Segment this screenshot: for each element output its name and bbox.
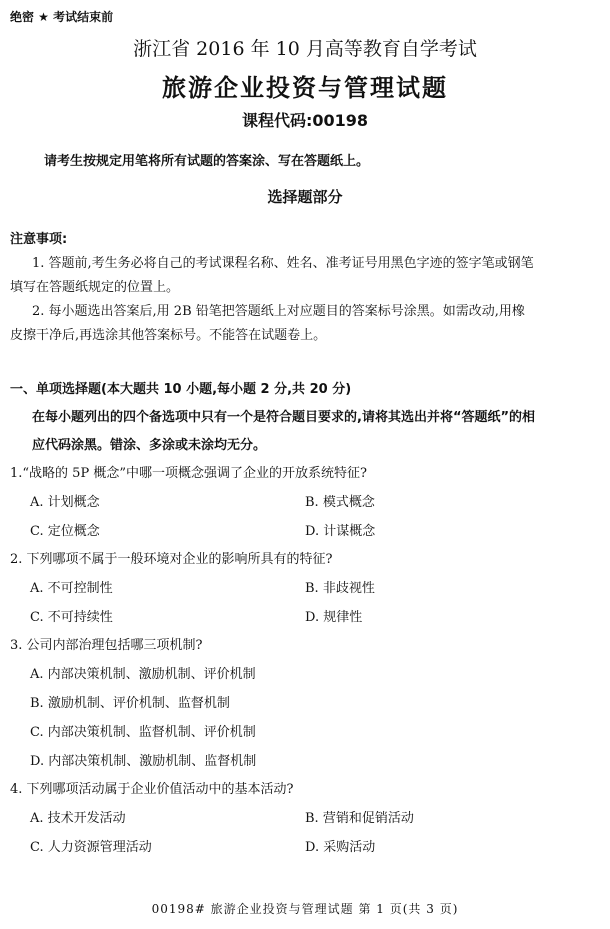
note-1-line-1: 1. 答题前,考生务必将自己的考试课程名称、姓名、准考证号用黑色字迹的签字笔或钢笔 [32,256,534,271]
q1-option-c: C. 定位概念 [30,524,100,539]
note-2-line-2: 皮擦干净后,再选涂其他答案标号。不能答在试题卷上。 [10,328,327,343]
q3-option-d: D. 内部决策机制、激励机制、监督机制 [30,754,257,769]
q3-option-b: B. 激励机制、评价机制、监督机制 [30,696,230,711]
part-1-desc-line-1: 在每小题列出的四个备选项中只有一个是符合题目要求的,请将其选出并将“答题纸”的相 [32,410,536,425]
question-1: 1.“战略的 5P 概念”中哪一项概念强调了企业的开放系统特征? [10,466,367,481]
q4-option-d: D. 采购活动 [305,840,376,855]
page-footer: 00198# 旅游企业投资与管理试题 第 1 页(共 3 页) [151,902,459,916]
exam-title: 浙江省 2016 年 10 月高等教育自学考试 [133,38,477,60]
q2-option-b: B. 非歧视性 [305,581,375,596]
note-1-line-2: 填写在答题纸规定的位置上。 [10,280,180,295]
answer-instruction: 请考生按规定用笔将所有试题的答案涂、写在答题纸上。 [44,154,370,169]
q4-option-b: B. 营销和促销活动 [305,811,414,826]
question-2: 2. 下列哪项不属于一般环境对企业的影响所具有的特征? [10,552,333,567]
question-4: 4. 下列哪项活动属于企业价值活动中的基本活动? [10,782,294,797]
q3-option-c: C. 内部决策机制、监督机制、评价机制 [30,725,256,740]
q4-option-a: A. 技术开发活动 [30,811,126,826]
q2-option-c: C. 不可持续性 [30,610,113,625]
notes-heading: 注意事项: [10,232,68,247]
q3-option-a: A. 内部决策机制、激励机制、评价机制 [30,667,256,682]
note-2-line-1: 2. 每小题选出答案后,用 2B 铅笔把答题纸上对应题目的答案标号涂黑。如需改动,用橡 [32,304,525,319]
course-code: 课程代码:00198 [241,111,369,130]
question-3: 3. 公司内部治理包括哪三项机制? [10,638,203,653]
q2-option-a: A. 不可控制性 [30,581,113,596]
part-1-desc-line-2: 应代码涂黑。错涂、多涂或未涂均无分。 [32,438,267,453]
q1-option-d: D. 计谋概念 [305,524,376,539]
paper-title: 旅游企业投资与管理试题 [162,74,448,102]
q2-option-d: D. 规律性 [305,610,363,625]
q1-option-b: B. 模式概念 [305,495,375,510]
section-title: 选择题部分 [267,188,343,206]
part-1-heading: 一、单项选择题(本大题共 10 小题,每小题 2 分,共 20 分) [10,382,352,397]
q4-option-c: C. 人力资源管理活动 [30,840,152,855]
confidential-label: 绝密 ★ 考试结束前 [10,10,114,24]
q1-option-a: A. 计划概念 [30,495,100,510]
